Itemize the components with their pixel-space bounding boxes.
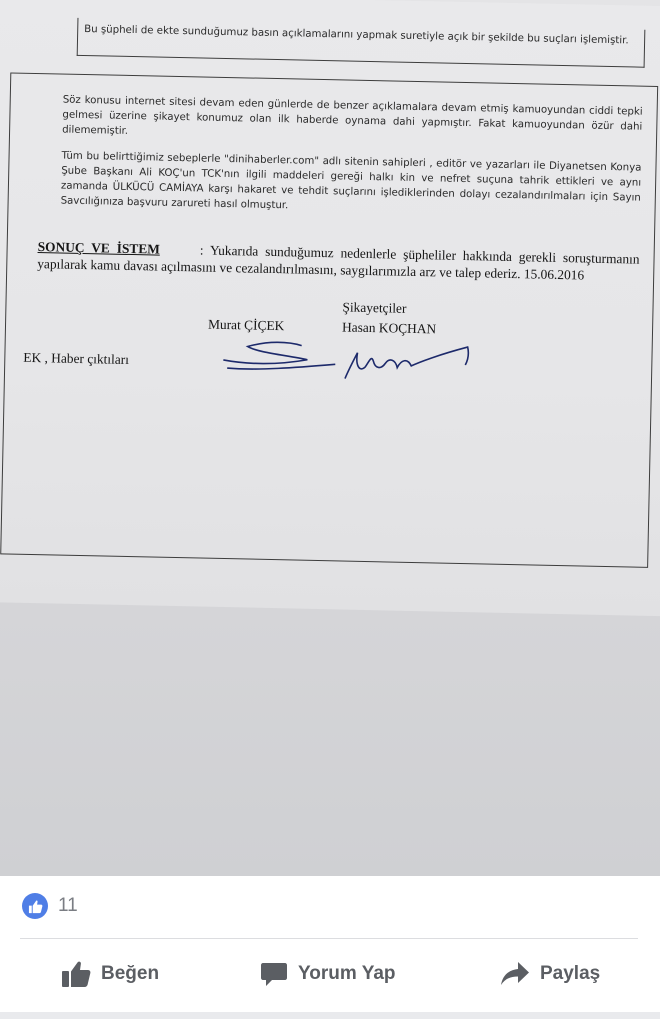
document-paragraph-2: Tüm bu belirttiğimiz sebeplerle "dinihaberler.com" adlı sitenin sahipleri , editör ve yazarları ile Diyanetsen Konya Şube Başkanı Ali KOÇ'un TCK'nın ilgili maddeleri gereği halkı kin ve nefret suçuna tahrik ettikleri ve aynı zamanda ÜLKÜCÜ CAMİAYA karşı hakaret ve tehdit suçlarını işlediklerinden dolayı cezalandırılmaları için Sayın Savcılığınıza başvuru zarureti hasıl olmuştur. [60, 150, 642, 212]
comment-label: Yorum Yap [298, 963, 396, 984]
comment-bubble-icon [260, 960, 288, 988]
signature-area [0, 271, 639, 434]
comment-button[interactable] [260, 950, 396, 998]
share-arrow-icon [500, 961, 530, 987]
share-button[interactable] [500, 950, 600, 998]
signer-name-1: Murat ÇİÇEK [207, 316, 285, 334]
reaction-count: 11 [58, 895, 78, 916]
complainants-label: Şikayetçiler [342, 299, 407, 316]
sonuc-text: : Yukarıda sunduğumuz nedenlerle şüpheliler hakkında gerekli soruşturmanın yapılarak kamu davası açılmasını ve cezalandırılmasını, saygılarımızla arz ve talep ederiz. 15.06.2016 [37, 242, 640, 283]
post-footer [0, 876, 660, 1019]
share-label: Paylaş [540, 963, 601, 984]
sonuc-title: SONUÇ VE İSTEM [37, 239, 161, 257]
footer-divider [20, 938, 638, 939]
attachment-label: EK , Haber çıktıları [23, 349, 130, 367]
bottom-separator [0, 1012, 660, 1019]
signer-name-2: Hasan KOÇHAN [341, 319, 437, 337]
thumbs-up-icon [61, 960, 91, 988]
document-box-main [0, 72, 658, 567]
document-box-top-text: Bu şüpheli de ekte sunduğumuz basın açıklamalarını yapmak suretiyle açık bir şekilde bu suçları işlemiştir. [84, 23, 629, 47]
document-paragraph-1: Söz konusu internet sitesi devam eden günlerde de benzer açıklamalara devam etmiş kamuoyundan ciddi tepki gelmesi üzerine şikayet konumuz olan ilk haberde oynama dahi yapmıştır. Fakat kamuoyundan özür dahi dilememiştir. [62, 94, 643, 137]
like-button[interactable] [61, 950, 159, 998]
thumbs-up-icon [22, 893, 48, 919]
signature-2-icon [339, 338, 480, 391]
like-label: Beğen [101, 963, 160, 984]
reaction-summary[interactable] [22, 893, 78, 919]
post-actions [0, 950, 660, 998]
document-box-top [77, 18, 646, 68]
signature-1-icon [217, 334, 338, 377]
